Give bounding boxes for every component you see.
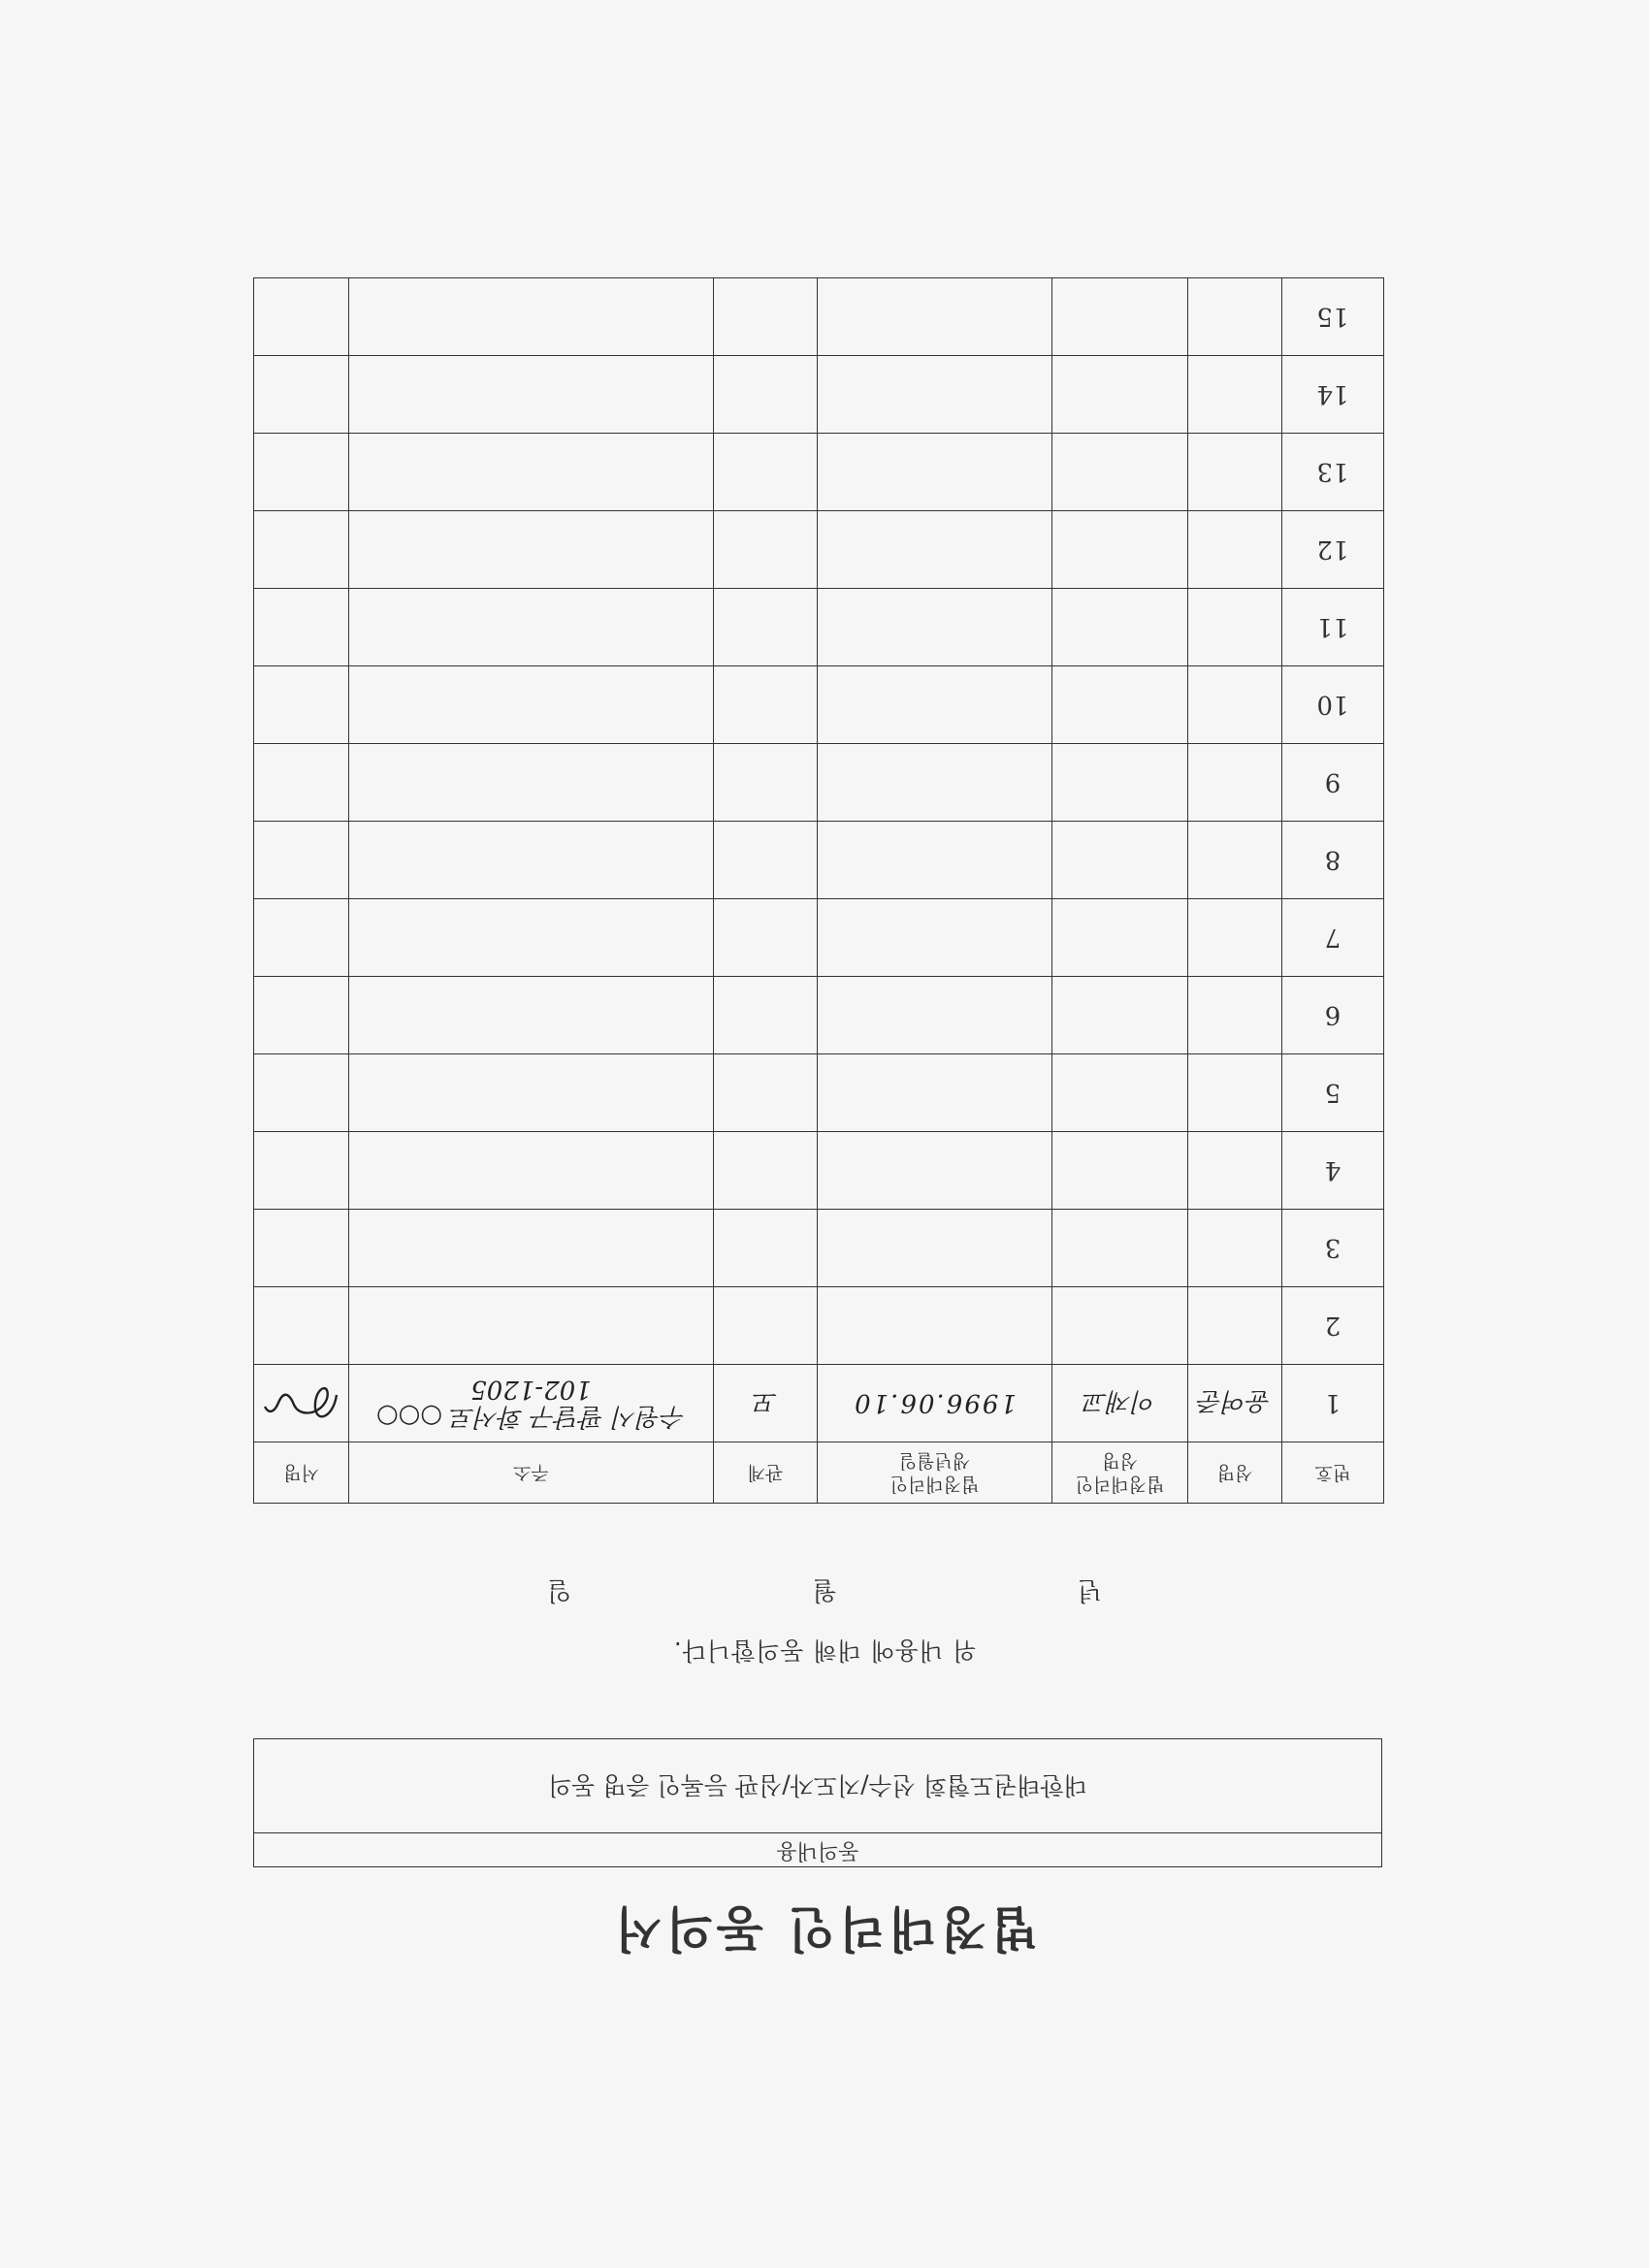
cell-address xyxy=(349,1287,714,1365)
cell-signature xyxy=(254,666,349,744)
cell-guardian-dob xyxy=(818,977,1052,1054)
cell-guardian-dob: 1996.06.10 xyxy=(818,1365,1052,1442)
table-row xyxy=(254,977,1384,1054)
cell-address xyxy=(349,899,714,977)
table-header-row xyxy=(254,1442,1384,1504)
cell-signature xyxy=(254,1210,349,1287)
cell-relation xyxy=(714,666,818,744)
cell-signature xyxy=(254,1287,349,1365)
guardian-consent-table xyxy=(253,277,1384,1504)
cell-name xyxy=(1188,977,1282,1054)
cell-guardian-dob xyxy=(818,822,1052,899)
cell-relation xyxy=(714,822,818,899)
table-row xyxy=(254,434,1384,511)
cell-name xyxy=(1188,1132,1282,1210)
cell-no: 15 xyxy=(1282,278,1384,356)
cell-guardian-name xyxy=(1052,822,1188,899)
cell-relation xyxy=(714,744,818,822)
cell-guardian-name xyxy=(1052,1287,1188,1365)
cell-guardian-dob xyxy=(818,278,1052,356)
cell-address xyxy=(349,822,714,899)
cell-guardian-name xyxy=(1052,899,1188,977)
cell-address xyxy=(349,434,714,511)
cell-guardian-name xyxy=(1052,744,1188,822)
cell-signature xyxy=(254,1054,349,1132)
cell-guardian-name xyxy=(1052,356,1188,434)
cell-guardian-dob xyxy=(818,1287,1052,1365)
cell-no: 6 xyxy=(1282,977,1384,1054)
cell-name: 윤여준 xyxy=(1188,1365,1282,1442)
header-relation: 관계 xyxy=(714,1442,818,1504)
cell-guardian-dob xyxy=(818,511,1052,589)
cell-address xyxy=(349,1054,714,1132)
cell-name xyxy=(1188,511,1282,589)
cell-guardian-dob xyxy=(818,356,1052,434)
table-row xyxy=(254,1365,1384,1442)
cell-no: 8 xyxy=(1282,822,1384,899)
cell-address xyxy=(349,589,714,666)
cell-relation xyxy=(714,589,818,666)
table-row xyxy=(254,899,1384,977)
cell-guardian-dob xyxy=(818,899,1052,977)
cell-no: 4 xyxy=(1282,1132,1384,1210)
cell-address xyxy=(349,977,714,1054)
table-row xyxy=(254,356,1384,434)
table-row xyxy=(254,1132,1384,1210)
cell-guardian-name xyxy=(1052,434,1188,511)
header-address: 주소 xyxy=(349,1442,714,1504)
cell-no: 11 xyxy=(1282,589,1384,666)
cell-no: 9 xyxy=(1282,744,1384,822)
table-row xyxy=(254,511,1384,589)
cell-name xyxy=(1188,1287,1282,1365)
cell-name xyxy=(1188,666,1282,744)
cell-name xyxy=(1188,434,1282,511)
consent-content-header: 동의내용 xyxy=(254,1832,1381,1866)
cell-guardian-dob xyxy=(818,744,1052,822)
cell-guardian-dob xyxy=(818,1132,1052,1210)
agreement-statement: 위 내용에 대해 동의합니다. xyxy=(672,1636,977,1665)
cell-signature xyxy=(254,434,349,511)
cell-address xyxy=(349,1365,714,1442)
cell-no: 12 xyxy=(1282,511,1384,589)
cell-no: 1 xyxy=(1282,1365,1384,1442)
cell-guardian-dob xyxy=(818,1210,1052,1287)
cell-relation xyxy=(714,977,818,1054)
header-guardian-name-label: 법정대리인 성명 xyxy=(1075,1450,1165,1495)
cell-address xyxy=(349,511,714,589)
cell-no: 5 xyxy=(1282,1054,1384,1132)
cell-address xyxy=(349,666,714,744)
cell-signature xyxy=(254,1132,349,1210)
table-row xyxy=(254,744,1384,822)
cell-signature xyxy=(254,1365,349,1442)
cell-no: 13 xyxy=(1282,434,1384,511)
cell-guardian-name xyxy=(1052,511,1188,589)
cell-address xyxy=(349,278,714,356)
cell-name xyxy=(1188,278,1282,356)
cell-guardian-dob xyxy=(818,666,1052,744)
cell-name xyxy=(1188,1210,1282,1287)
cell-relation xyxy=(714,1132,818,1210)
table-row xyxy=(254,589,1384,666)
table-row xyxy=(254,1054,1384,1132)
cell-no: 3 xyxy=(1282,1210,1384,1287)
header-guardian-dob-label: 법정대리인 생년월일 xyxy=(889,1450,980,1495)
cell-address xyxy=(349,1210,714,1287)
cell-name xyxy=(1188,744,1282,822)
table-row xyxy=(254,1287,1384,1365)
cell-relation xyxy=(714,1287,818,1365)
cell-relation xyxy=(714,899,818,977)
cell-relation xyxy=(714,434,818,511)
cell-relation: 모 xyxy=(714,1365,818,1442)
cell-guardian-name xyxy=(1052,278,1188,356)
date-month-label: 월 xyxy=(812,1575,837,1604)
cell-guardian-dob xyxy=(818,434,1052,511)
consent-content-box xyxy=(253,1738,1382,1867)
cell-signature xyxy=(254,822,349,899)
cell-address xyxy=(349,744,714,822)
cell-name xyxy=(1188,1054,1282,1132)
header-guardian-name xyxy=(1052,1442,1188,1504)
header-signature: 서명 xyxy=(254,1442,349,1504)
cell-guardian-name xyxy=(1052,1132,1188,1210)
cell-guardian-name xyxy=(1052,666,1188,744)
table-row xyxy=(254,822,1384,899)
cell-relation xyxy=(714,356,818,434)
cell-guardian-name: 이재교 xyxy=(1052,1365,1188,1442)
cell-name xyxy=(1188,899,1282,977)
header-guardian-dob xyxy=(818,1442,1052,1504)
cell-name xyxy=(1188,356,1282,434)
cell-signature xyxy=(254,589,349,666)
consent-content-text: 대한태권도협회 선수/지도자/심판 등록인 증명 동의 xyxy=(548,1771,1087,1799)
page-title: 법정대리인 동의서 xyxy=(611,1900,1038,1957)
cell-guardian-name xyxy=(1052,589,1188,666)
cell-signature xyxy=(254,977,349,1054)
cell-address xyxy=(349,356,714,434)
date-year-label: 년 xyxy=(1077,1575,1102,1604)
cell-address xyxy=(349,1132,714,1210)
cell-relation xyxy=(714,511,818,589)
cell-guardian-dob xyxy=(818,1054,1052,1132)
cell-name xyxy=(1188,822,1282,899)
cell-name xyxy=(1188,589,1282,666)
cell-signature xyxy=(254,278,349,356)
cell-signature xyxy=(254,356,349,434)
address-line-1: 수원시 팔달구 화서로 ○○○ xyxy=(376,1402,686,1432)
cell-no: 7 xyxy=(1282,899,1384,977)
cell-signature xyxy=(254,511,349,589)
date-line xyxy=(0,1574,1649,1610)
date-day-label: 일 xyxy=(547,1575,572,1604)
cell-signature xyxy=(254,744,349,822)
table-row xyxy=(254,278,1384,356)
cell-no: 2 xyxy=(1282,1287,1384,1365)
cell-guardian-name xyxy=(1052,1210,1188,1287)
header-name: 성명 xyxy=(1188,1442,1282,1504)
cell-guardian-name xyxy=(1052,977,1188,1054)
cell-relation xyxy=(714,278,818,356)
cell-guardian-name xyxy=(1052,1054,1188,1132)
cell-guardian-dob xyxy=(818,589,1052,666)
header-no: 번호 xyxy=(1282,1442,1384,1504)
cell-relation xyxy=(714,1054,818,1132)
address-line-2: 102-1205 xyxy=(470,1375,592,1405)
handwritten-signature xyxy=(260,1375,343,1433)
cell-relation xyxy=(714,1210,818,1287)
table-row xyxy=(254,1210,1384,1287)
cell-no: 10 xyxy=(1282,666,1384,744)
cell-signature xyxy=(254,899,349,977)
cell-no: 14 xyxy=(1282,356,1384,434)
table-row xyxy=(254,666,1384,744)
